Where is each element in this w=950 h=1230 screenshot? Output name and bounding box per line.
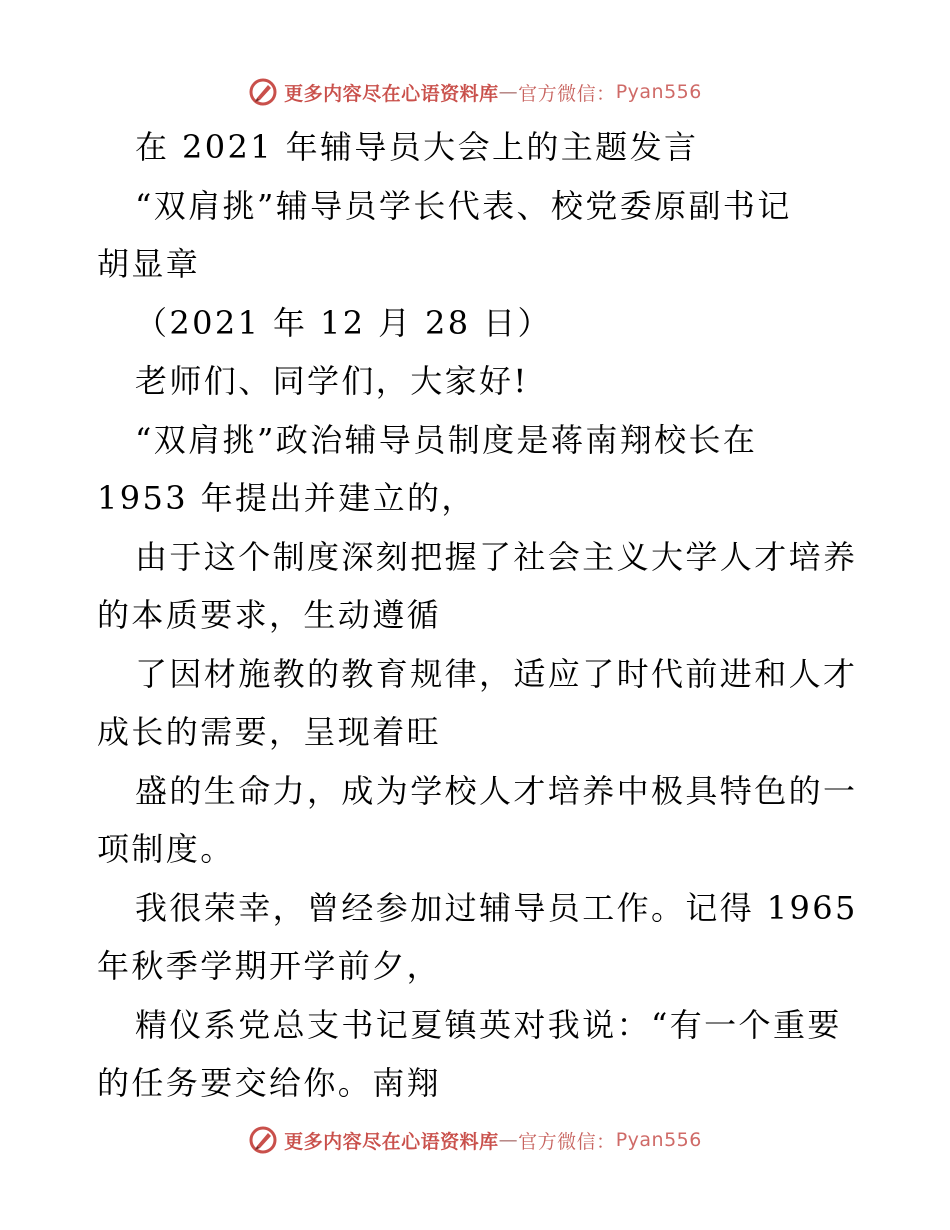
watermark-sub: 官方微信： [518, 1130, 616, 1153]
document-line: 了因材施教的教育规律，适应了时代前进和人才 [135, 654, 858, 693]
document-line: 由于这个制度深刻把握了社会主义大学人才培养 [135, 537, 858, 576]
document-line: 老师们、同学们，大家好! [135, 362, 529, 400]
watermark-text [284, 1127, 702, 1154]
pen-logo-icon [248, 1125, 278, 1155]
footer-watermark [0, 1120, 950, 1160]
watermark-text [284, 79, 702, 106]
watermark-handle: Pyan556 [615, 1129, 702, 1151]
document-line: “双肩挑”辅导员学长代表、校党委原副书记 [135, 186, 792, 225]
document-line: 我很荣幸，曾经参加过辅导员工作。记得 1965 [135, 888, 858, 927]
watermark-main: 更多内容尽在心语资料库 [284, 1130, 499, 1153]
header-watermark [0, 72, 950, 112]
watermark-separator: — [498, 81, 519, 103]
document-line: 精仪系党总支书记夏镇英对我说：“有一个重要 [135, 1005, 842, 1044]
watermark-main: 更多内容尽在心语资料库 [284, 82, 499, 105]
document-line: “双肩挑”政治辅导员制度是蒋南翔校长在 [135, 420, 758, 459]
watermark-handle: Pyan556 [615, 81, 702, 103]
document-line: （2021 年 12 月 28 日） [135, 303, 552, 342]
document-line: 的本质要求，生动遵循 [97, 596, 442, 634]
document-body [97, 118, 857, 1113]
watermark-sub: 官方微信： [518, 82, 616, 105]
pen-logo-icon [248, 77, 278, 107]
document-line: 在 2021 年辅导员大会上的主题发言 [135, 128, 699, 166]
document-line: 年秋季学期开学前夕， [97, 947, 442, 985]
document-line: 成长的需要，呈现着旺 [97, 713, 442, 751]
document-line: 胡显章 [97, 245, 201, 283]
document-line: 盛的生命力，成为学校人才培养中极具特色的一 [135, 771, 858, 810]
document-line: 项制度。 [97, 830, 235, 868]
document-line: 1953 年提出并建立的， [97, 479, 476, 517]
watermark-separator: — [498, 1129, 519, 1151]
document-line: 的任务要交给你。南翔 [97, 1064, 442, 1102]
